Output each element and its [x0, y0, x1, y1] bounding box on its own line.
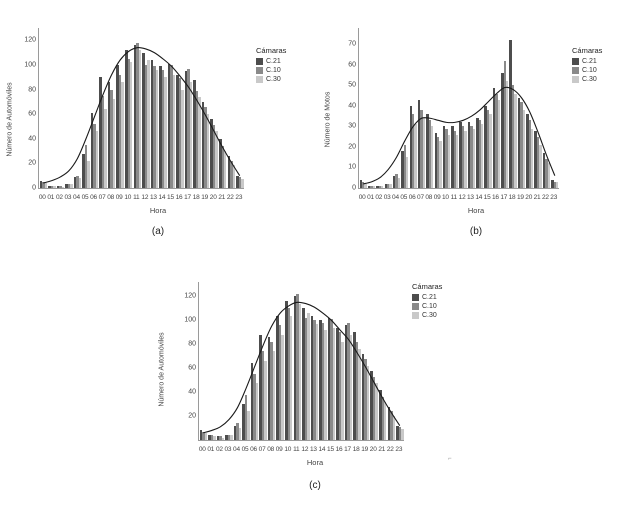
bar-group — [551, 28, 559, 188]
y-tick-label: 100 — [184, 316, 196, 324]
x-tick-label: 12 — [141, 194, 149, 201]
bar-group — [225, 282, 234, 440]
x-tick-label: 18 — [192, 194, 200, 201]
legend-label: C.21 — [422, 294, 437, 301]
bar-group — [376, 28, 384, 188]
bar-group — [409, 28, 417, 188]
x-tick-label: 23 — [550, 194, 558, 201]
bar-group — [216, 282, 225, 440]
x-tick-label: 21 — [378, 446, 386, 453]
x-tick-label: 23 — [235, 194, 243, 201]
x-tick-label: 08 — [267, 446, 275, 453]
legend-label: C.30 — [266, 76, 281, 83]
caption-a: (a) — [151, 226, 165, 237]
y-tick-label: 20 — [188, 412, 196, 420]
x-tick-label: 05 — [241, 446, 249, 453]
legend-label: C.21 — [582, 58, 597, 65]
y-tick-label: 0 — [32, 184, 36, 192]
y-tick-label: 0 — [352, 184, 356, 192]
x-tick-label: 10 — [442, 194, 449, 201]
plot-area-c — [158, 268, 470, 467]
x-axis-label-c: Hora — [306, 458, 324, 467]
bar-group — [276, 282, 285, 440]
x-tick-label: 00 — [358, 194, 366, 201]
corner-mark-icon: ⌐ — [448, 456, 452, 462]
bar-group — [396, 282, 405, 440]
bar-group — [210, 28, 219, 188]
legend-item-c10-b — [572, 67, 602, 74]
legend-item-c10-a — [256, 67, 286, 74]
bar-group — [82, 28, 91, 188]
legend-b — [572, 46, 602, 85]
y-tick-label: 80 — [28, 86, 36, 94]
x-tick-label: 22 — [226, 194, 234, 201]
x-tick-label: 17 — [500, 194, 508, 201]
x-tick-label: 07 — [98, 194, 106, 201]
bar-group — [327, 282, 336, 440]
y-axis-ticks-c — [160, 282, 198, 440]
x-tick-label: 09 — [275, 446, 283, 453]
chart-panel-c — [160, 268, 470, 503]
x-tick-label: 09 — [115, 194, 123, 201]
x-axis-label-a: Hora — [149, 206, 167, 215]
bar-group — [259, 282, 268, 440]
bar-group — [133, 28, 142, 188]
bar-group — [353, 282, 362, 440]
legend-item-c10-c — [412, 303, 442, 310]
y-axis-label-c: Número de Automóviles — [158, 332, 166, 407]
bar-group — [236, 28, 245, 188]
y-tick-label: 70 — [348, 40, 356, 48]
x-tick-label: 08 — [425, 194, 433, 201]
y-tick-label: 120 — [184, 292, 196, 300]
bar-group — [392, 28, 400, 188]
legend-swatch-icon — [412, 303, 419, 310]
bar — [556, 182, 558, 188]
bar-group — [159, 28, 168, 188]
x-tick-label: 20 — [525, 194, 533, 201]
bar-group — [293, 282, 302, 440]
bar-group — [526, 28, 534, 188]
x-tick-label: 10 — [284, 446, 292, 453]
x-tick-label: 15 — [167, 194, 174, 201]
legend-swatch-icon — [256, 76, 263, 83]
bar-group — [142, 28, 151, 188]
y-tick-label: 40 — [28, 135, 36, 143]
legend-label: C.30 — [582, 76, 597, 83]
y-tick-label: 80 — [188, 340, 196, 348]
y-tick-label: 60 — [188, 364, 196, 372]
x-tick-label: 15 — [483, 194, 491, 201]
bar-group — [73, 28, 82, 188]
x-tick-label: 02 — [375, 194, 383, 201]
y-tick-label: 20 — [348, 143, 356, 151]
legend-title-b: Cámaras — [572, 46, 603, 55]
plot-canvas-b — [358, 28, 559, 189]
bar — [401, 429, 403, 440]
chart-panel-a — [8, 18, 308, 248]
legend-title-c: Cámaras — [412, 282, 443, 291]
x-tick-label: 04 — [233, 446, 240, 453]
x-tick-label: 08 — [107, 194, 115, 201]
plot-area-b — [326, 18, 626, 214]
bar-group — [401, 28, 409, 188]
x-tick-label: 11 — [293, 446, 300, 453]
x-tick-label: 12 — [301, 446, 309, 453]
bar-group — [150, 28, 159, 188]
x-axis-label-b: Hora — [467, 206, 485, 215]
bar-series-a — [39, 28, 244, 188]
y-axis-ticks-b — [326, 28, 358, 192]
x-tick-label: 20 — [209, 194, 217, 201]
bar-group — [476, 28, 484, 188]
x-tick-label: 18 — [508, 194, 516, 201]
bar-group — [199, 282, 208, 440]
legend-item-c21-a — [256, 58, 286, 65]
bar-group — [250, 282, 259, 440]
legend-swatch-icon — [572, 76, 579, 83]
x-axis-ticks-b — [358, 194, 558, 201]
x-tick-label: 18 — [352, 446, 360, 453]
caption-c: (c) — [309, 480, 321, 491]
y-tick-label: 10 — [348, 163, 356, 171]
y-tick-label: 120 — [24, 36, 36, 44]
x-tick-label: 00 — [38, 194, 46, 201]
x-tick-label: 03 — [64, 194, 72, 201]
bar-group — [359, 28, 367, 188]
bar-series-b — [359, 28, 559, 188]
x-tick-label: 01 — [47, 194, 55, 201]
legend-swatch-icon — [412, 294, 419, 301]
bar-group — [344, 282, 353, 440]
bar-group — [492, 28, 500, 188]
x-tick-label: 16 — [175, 194, 183, 201]
legend-swatch-icon — [572, 67, 579, 74]
plot-area-a — [8, 18, 308, 214]
bar-group — [218, 28, 227, 188]
bar-group — [542, 28, 550, 188]
legend-swatch-icon — [256, 58, 263, 65]
legend-swatch-icon — [256, 67, 263, 74]
bar-group — [434, 28, 442, 188]
y-tick-label: 40 — [348, 102, 356, 110]
legend-title-a: Cámaras — [256, 46, 287, 55]
bar-group — [509, 28, 517, 188]
bar-group — [284, 282, 293, 440]
bar-group — [90, 28, 99, 188]
y-tick-label: 60 — [28, 110, 36, 118]
bar-group — [56, 28, 65, 188]
bar-group — [193, 28, 202, 188]
x-tick-label: 07 — [417, 194, 424, 201]
bar-group — [367, 28, 375, 188]
bar-group — [319, 282, 328, 440]
x-axis-ticks-a — [38, 194, 243, 201]
legend-label: C.10 — [422, 303, 437, 310]
x-tick-label: 14 — [158, 194, 166, 201]
legend-label: C.10 — [266, 67, 281, 74]
legend-item-c30-a — [256, 76, 286, 83]
x-tick-label: 05 — [81, 194, 89, 201]
legend-item-c21-c — [412, 294, 442, 301]
bar-group — [370, 282, 379, 440]
x-tick-label: 13 — [467, 194, 474, 201]
bar-group — [484, 28, 492, 188]
bar-group — [378, 282, 387, 440]
x-tick-label: 22 — [386, 446, 394, 453]
legend-c — [412, 282, 442, 321]
bar — [241, 179, 243, 188]
legend-item-c30-c — [412, 312, 442, 319]
x-tick-label: 14 — [318, 446, 326, 453]
legend-label: C.10 — [582, 67, 597, 74]
bar-group — [302, 282, 311, 440]
bar-group — [48, 28, 57, 188]
x-tick-label: 07 — [258, 446, 266, 453]
x-tick-label: 19 — [361, 446, 369, 453]
bar-group — [201, 28, 210, 188]
x-tick-label: 14 — [475, 194, 483, 201]
x-tick-label: 16 — [491, 194, 499, 201]
bar-group — [167, 28, 176, 188]
x-tick-label: 04 — [392, 194, 399, 201]
x-tick-label: 20 — [369, 446, 377, 453]
x-tick-label: 23 — [395, 446, 403, 453]
bar-group — [336, 282, 345, 440]
bar-group — [116, 28, 125, 188]
bar-group — [451, 28, 459, 188]
x-tick-label: 04 — [73, 194, 80, 201]
y-axis-ticks-a — [8, 28, 38, 192]
x-tick-label: 06 — [90, 194, 97, 201]
x-tick-label: 03 — [383, 194, 391, 201]
plot-canvas-c — [198, 282, 404, 441]
x-tick-label: 01 — [207, 446, 215, 453]
x-tick-label: 16 — [335, 446, 343, 453]
x-tick-label: 11 — [133, 194, 140, 201]
y-tick-label: 20 — [28, 159, 36, 167]
x-tick-label: 17 — [184, 194, 191, 201]
x-tick-label: 17 — [344, 446, 351, 453]
x-tick-label: 12 — [458, 194, 466, 201]
bar-group — [534, 28, 542, 188]
bar-group — [107, 28, 116, 188]
x-tick-label: 01 — [367, 194, 374, 201]
x-tick-label: 02 — [55, 194, 63, 201]
x-tick-label: 21 — [218, 194, 226, 201]
plot-canvas-a — [38, 28, 244, 189]
bar-group — [517, 28, 525, 188]
legend-item-c21-b — [572, 58, 602, 65]
legend-item-c30-b — [572, 76, 602, 83]
bar-group — [442, 28, 450, 188]
x-tick-label: 15 — [327, 446, 334, 453]
x-tick-label: 10 — [124, 194, 132, 201]
x-tick-label: 09 — [433, 194, 441, 201]
x-tick-label: 13 — [149, 194, 157, 201]
legend-label: C.30 — [422, 312, 437, 319]
bar-group — [39, 28, 48, 188]
x-tick-label: 02 — [215, 446, 223, 453]
x-tick-label: 19 — [201, 194, 209, 201]
y-tick-label: 30 — [348, 122, 356, 130]
bar-group — [242, 282, 251, 440]
y-tick-label: 100 — [24, 61, 36, 69]
bar-group — [176, 28, 185, 188]
bar-group — [501, 28, 509, 188]
bar-group — [233, 282, 242, 440]
x-tick-label: 00 — [198, 446, 206, 453]
x-tick-label: 19 — [516, 194, 524, 201]
bar-group — [387, 282, 396, 440]
bar-group — [208, 282, 217, 440]
y-tick-label: 60 — [348, 61, 356, 69]
x-tick-label: 22 — [541, 194, 549, 201]
x-axis-ticks-c — [198, 446, 403, 453]
x-tick-label: 06 — [408, 194, 416, 201]
bar-group — [310, 282, 319, 440]
legend-swatch-icon — [572, 58, 579, 65]
bar-group — [417, 28, 425, 188]
bar-group — [184, 28, 193, 188]
bar-group — [467, 28, 475, 188]
bar-group — [384, 28, 392, 188]
x-tick-label: 11 — [450, 194, 457, 201]
y-tick-label: 40 — [188, 388, 196, 396]
legend-label: C.21 — [266, 58, 281, 65]
y-axis-label-b: Número de Motos — [324, 91, 332, 148]
bar-group — [65, 28, 74, 188]
bar-group — [267, 282, 276, 440]
x-tick-label: 13 — [309, 446, 317, 453]
bar-group — [227, 28, 236, 188]
x-tick-label: 03 — [224, 446, 232, 453]
y-axis-label-a: Número de Automóviles — [6, 82, 14, 157]
bar-group — [361, 282, 370, 440]
x-tick-label: 21 — [533, 194, 541, 201]
x-tick-label: 05 — [400, 194, 408, 201]
x-tick-label: 06 — [250, 446, 257, 453]
bar-group — [459, 28, 467, 188]
bar-group — [99, 28, 108, 188]
bar-group — [124, 28, 133, 188]
legend-a — [256, 46, 286, 85]
bar-series-c — [199, 282, 404, 440]
chart-panel-b — [326, 18, 626, 248]
bar-group — [426, 28, 434, 188]
y-tick-label: 50 — [348, 81, 356, 89]
legend-swatch-icon — [412, 312, 419, 319]
caption-b: (b) — [469, 226, 483, 237]
